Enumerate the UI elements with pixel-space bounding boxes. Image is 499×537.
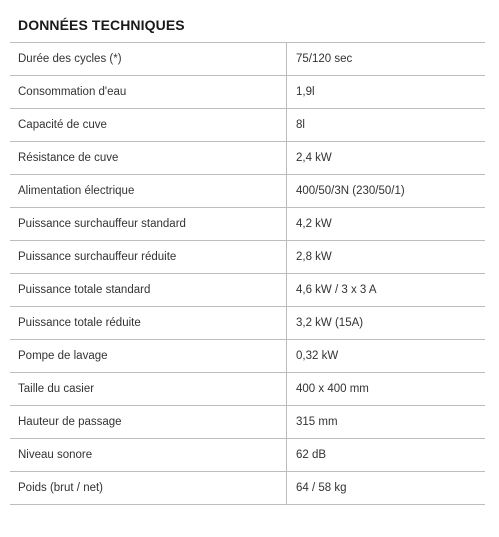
row-label: Alimentation électrique: [10, 175, 287, 207]
row-label: Puissance surchauffeur réduite: [10, 241, 287, 273]
row-value: 400/50/3N (230/50/1): [296, 185, 405, 197]
table-row: [10, 373, 485, 406]
row-value: 8l: [296, 119, 305, 131]
row-value: 75/120 sec: [296, 53, 353, 65]
row-value: 2,4 kW: [296, 152, 332, 164]
row-label: Consommation d'eau: [10, 76, 287, 108]
table-row: [10, 274, 485, 307]
table-row: [10, 241, 485, 274]
table-row: [10, 472, 485, 505]
table-row: [10, 109, 485, 142]
row-label: Taille du casier: [10, 373, 287, 405]
row-label: Pompe de lavage: [10, 340, 287, 372]
table-row: [10, 76, 485, 109]
row-label: Niveau sonore: [10, 439, 287, 471]
row-value: 315 mm: [296, 416, 338, 428]
row-label: Puissance surchauffeur standard: [10, 208, 287, 240]
row-label: Hauteur de passage: [10, 406, 287, 438]
row-value: 2,8 kW: [296, 251, 332, 263]
row-label: Puissance totale standard: [10, 274, 287, 306]
row-value: 4,6 kW / 3 x 3 A: [296, 284, 377, 296]
row-value: 62 dB: [296, 449, 327, 461]
table-row: [10, 406, 485, 439]
row-label: Résistance de cuve: [10, 142, 287, 174]
row-value: 0,32 kW: [296, 350, 339, 362]
row-value: 64 / 58 kg: [296, 482, 347, 494]
table-row: [10, 142, 485, 175]
row-label: Puissance totale réduite: [10, 307, 287, 339]
table-row: [10, 175, 485, 208]
row-value: 1,9l: [296, 86, 315, 98]
table-row: [10, 43, 485, 76]
row-value: 4,2 kW: [296, 218, 332, 230]
table-row: [10, 439, 485, 472]
row-label: Durée des cycles (*): [10, 43, 287, 75]
table-row: [10, 340, 485, 373]
table-row: [10, 208, 485, 241]
row-value: 400 x 400 mm: [296, 383, 369, 395]
spec-table: [10, 42, 485, 505]
row-label: Capacité de cuve: [10, 109, 287, 141]
row-label: Poids (brut / net): [10, 472, 287, 504]
section-title: DONNÉES TECHNIQUES: [18, 17, 185, 33]
row-value: 3,2 kW (15A): [296, 317, 364, 329]
table-row: [10, 307, 485, 340]
